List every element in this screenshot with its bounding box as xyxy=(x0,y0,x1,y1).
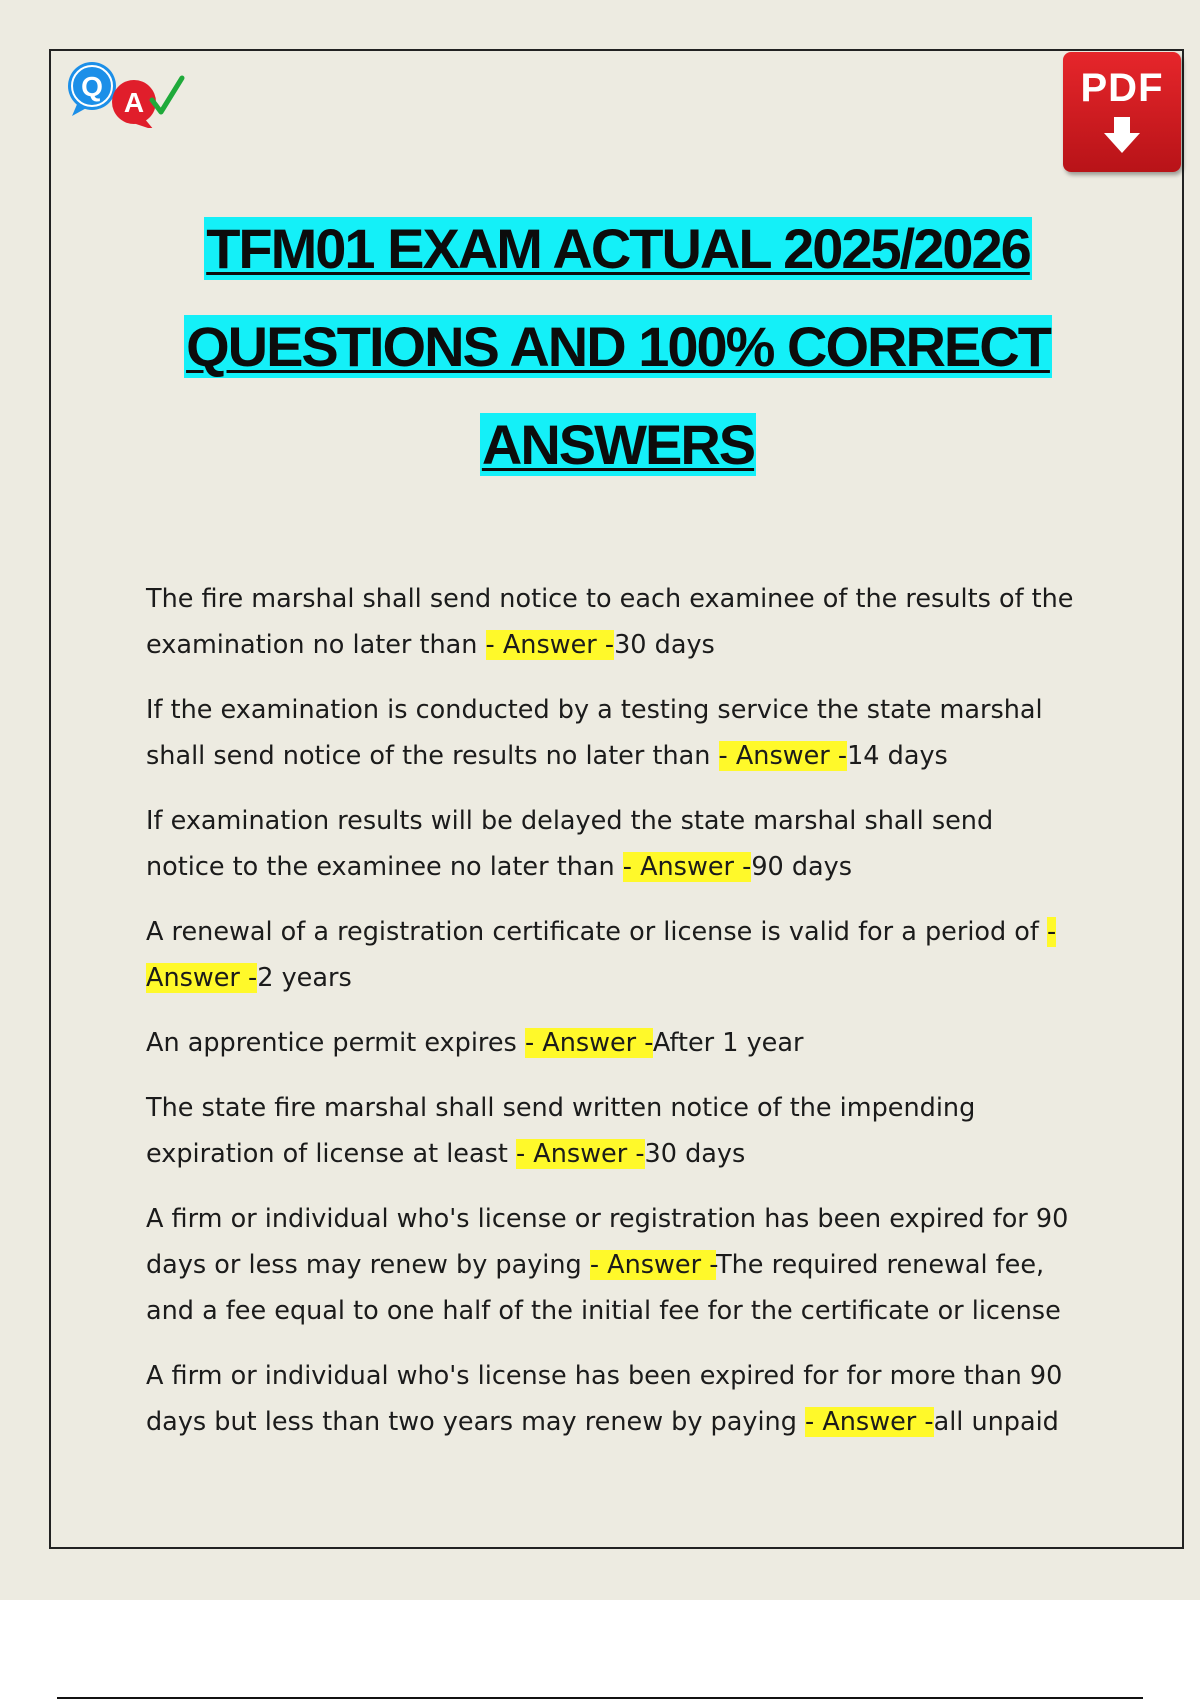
question-text: An apprentice permit expires xyxy=(146,1028,525,1058)
answer-text: all unpaid xyxy=(933,1407,1059,1437)
logo-a-letter: A xyxy=(123,87,145,118)
answer-text: 90 days xyxy=(751,852,853,882)
qa-item xyxy=(146,687,1096,779)
answer-text: 2 years xyxy=(257,963,352,993)
question-text: days but less than two years may renew by paying xyxy=(146,1407,806,1437)
pdf-label: PDF xyxy=(1080,66,1164,110)
question-text: A firm or individual who's license or registration has been expired for 90 xyxy=(146,1204,1069,1234)
answer-text: 30 days xyxy=(614,630,715,660)
answer-marker: - Answer - xyxy=(805,1407,934,1437)
answer-marker: Answer - xyxy=(146,963,258,993)
document-title xyxy=(100,200,1136,494)
download-arrow-icon xyxy=(1102,115,1142,155)
qa-item xyxy=(146,576,1096,668)
answer-text: After 1 year xyxy=(652,1028,804,1058)
qa-item xyxy=(146,1020,1096,1066)
question-text: The fire marshal shall send notice to each examinee of the results of the xyxy=(146,584,1074,614)
title-line-2: QUESTIONS AND 100% CORRECT xyxy=(186,315,1050,378)
question-text: The state fire marshal shall send written notice of the impending xyxy=(146,1093,976,1123)
question-text: days or less may renew by paying xyxy=(146,1250,590,1280)
question-text: notice to the examinee no later than xyxy=(146,852,623,882)
qa-item xyxy=(146,1353,1096,1445)
answer-marker: - Answer - xyxy=(516,1139,645,1169)
question-text: If the examination is conducted by a testing service the state marshal xyxy=(146,695,1043,725)
answer-marker: - Answer - xyxy=(485,630,615,660)
qa-list xyxy=(146,576,1096,1464)
qa-item xyxy=(146,798,1096,890)
answer-marker: - Answer - xyxy=(718,741,848,771)
pdf-download-button[interactable] xyxy=(1063,52,1181,172)
qa-item xyxy=(146,1085,1096,1177)
qa-item xyxy=(146,909,1096,1001)
answer-text: 14 days xyxy=(847,741,948,771)
answer-marker: - Answer - xyxy=(589,1250,717,1280)
title-line-1: TFM01 EXAM ACTUAL 2025/2026 xyxy=(206,217,1030,280)
question-text: expiration of license at least xyxy=(146,1139,516,1169)
question-text: shall send notice of the results no later than xyxy=(146,741,719,771)
answer-marker: - Answer - xyxy=(622,852,752,882)
page-divider xyxy=(57,1697,1143,1699)
question-text: If examination results will be delayed the state marshal shall send xyxy=(146,806,994,836)
answer-marker: - Answer - xyxy=(524,1028,653,1058)
question-text: A renewal of a registration certificate or license is valid for a period of xyxy=(146,917,1047,947)
title-line-3: ANSWERS xyxy=(481,413,755,476)
answer-text: and a fee equal to one half of the initial fee for the certificate or license xyxy=(146,1296,1061,1326)
answer-text: The required renewal fee, xyxy=(716,1250,1045,1280)
question-text: examination no later than xyxy=(146,630,486,660)
qa-check-logo-icon xyxy=(64,58,194,128)
logo-q-letter: Q xyxy=(81,71,103,102)
answer-marker: - xyxy=(1047,917,1057,947)
qa-item xyxy=(146,1196,1096,1334)
question-text: A firm or individual who's license has been expired for for more than 90 xyxy=(146,1361,1063,1391)
answer-text: 30 days xyxy=(644,1139,746,1169)
